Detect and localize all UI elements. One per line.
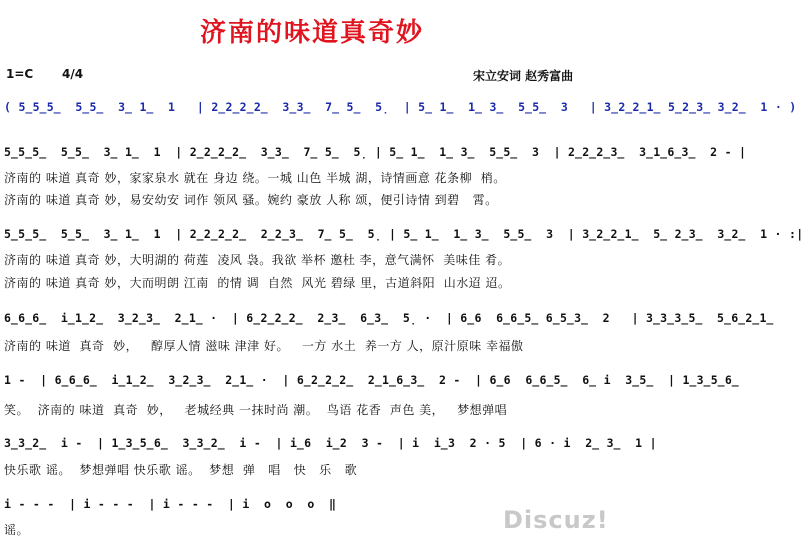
notation-line-2: 5̲5̲5̲ 5̲5̲ 3̲ 1̲ 1 | 2̲2̲2̲2̲ 2̲2̲3̲ 7̲ 5̲ 5̣ | 5̲ 1̲ 1̲ 3̲ 5̲5̲ 3 | 3̲2̲2̲1̲ 5̲ 2̲3̲ 3̲2̲ 1 · :| (4, 227, 803, 241)
notation-line-4: 1 - | 6̲6̲6̲ i̲1̲2̲ 3̲2̲3̲ 2̲1̲ · | 6̲2̲2̲2̲ 2̲1̲6̲3̲ 2 - | 6̲6 6̲6̲5̲ 6̲ i 3̲5̲ | 1̲3̲5̲6̲ (4, 373, 740, 387)
lyric-line-2b: 济南的 味道 真奇 妙，大而明朗 江南 的情 调 自然 风光 碧绿 里，古道斜阳 山水迢 迢。 (4, 276, 511, 290)
lyric-line-1a: 济南的 味道 真奇 妙，家家泉水 就在 身边 绕。一城 山色 半城 湖，诗情画意 花条柳 梢。 (4, 171, 506, 185)
lyric-line-4: 笑。 济南的 味道 真奇 妙， 老城经典 一抹时尚 潮。 鸟语 花香 声色 美， 梦想弹唱 (4, 403, 508, 417)
intro-notation: ( 5̲5̲5̲ 5̲5̲ 3̲ 1̲ 1 | 2̲2̲2̲2̲ 3̲3̲ 7̲ 5̲ 5̣ | 5̲ 1̲ 1̲ 3̲ 5̲5̲ 3 | 3̲2̲2̲1̲ 5̲2̲3̲ 3̲2̲ 1 · ) (4, 100, 797, 114)
time-signature: 4/4 (62, 67, 84, 81)
notation-line-6: i - - - | i - - - | i - - - | i o o o ‖ (4, 497, 337, 511)
lyric-line-1b: 济南的 味道 真奇 妙，易安幼安 词作 领风 骚。婉约 豪放 人称 颂，便引诗情 到碧 霄。 (4, 193, 498, 207)
lyric-line-3: 济南的 味道 真奇 妙， 醇厚人情 滋味 津津 好。 一方 水土 养一方 人，原汁原味 幸福傲 (4, 339, 524, 353)
song-title: 济南的味道真奇妙 (199, 18, 424, 48)
notation-line-1: 5̲5̲5̲ 5̲5̲ 3̲ 1̲ 1 | 2̲2̲2̲2̲ 3̲3̲ 7̲ 5̲ 5̣ | 5̲ 1̲ 1̲ 3̲ 5̲5̲ 3 | 2̲2̲2̲3̲ 3̲1̲6̲3̲ 2 - | (4, 145, 747, 159)
key-signature: 1=C (6, 67, 34, 81)
notation-line-5: 3̲3̲2̲ i - | 1̲3̲5̲6̲ 3̲3̲2̲ i - | i̲6 i̲2 3 - | i i̲3 2 · 5 | 6 · i 2̲ 3̲ 1 | (4, 436, 657, 450)
notation-line-3: 6̲6̲6̲ i̲1̲2̲ 3̲2̲3̲ 2̲1̲ · | 6̲2̲2̲2̲ 2̲3̲ 6̲3̲ 5̣ · | 6̲6 6̲6̲5̲ 6̲5̲3̲ 2 | 3̲3̲3̲5̲ 5̲6̲2̲1̲ (4, 311, 774, 325)
watermark-logo: Discuz! (503, 506, 609, 534)
composer-credits: 宋立安词 赵秀富曲 (473, 69, 574, 83)
lyric-line-6: 谣。 (4, 523, 30, 537)
lyric-line-5: 快乐歌 谣。 梦想弹唱 快乐歌 谣。 梦想 弹 唱 快 乐 歌 (4, 463, 358, 477)
lyric-line-2a: 济南的 味道 真奇 妙，大明湖的 荷莲 凌风 袅。我欲 举杯 邀杜 李，意气满怀 美味佳 肴。 (4, 253, 511, 267)
